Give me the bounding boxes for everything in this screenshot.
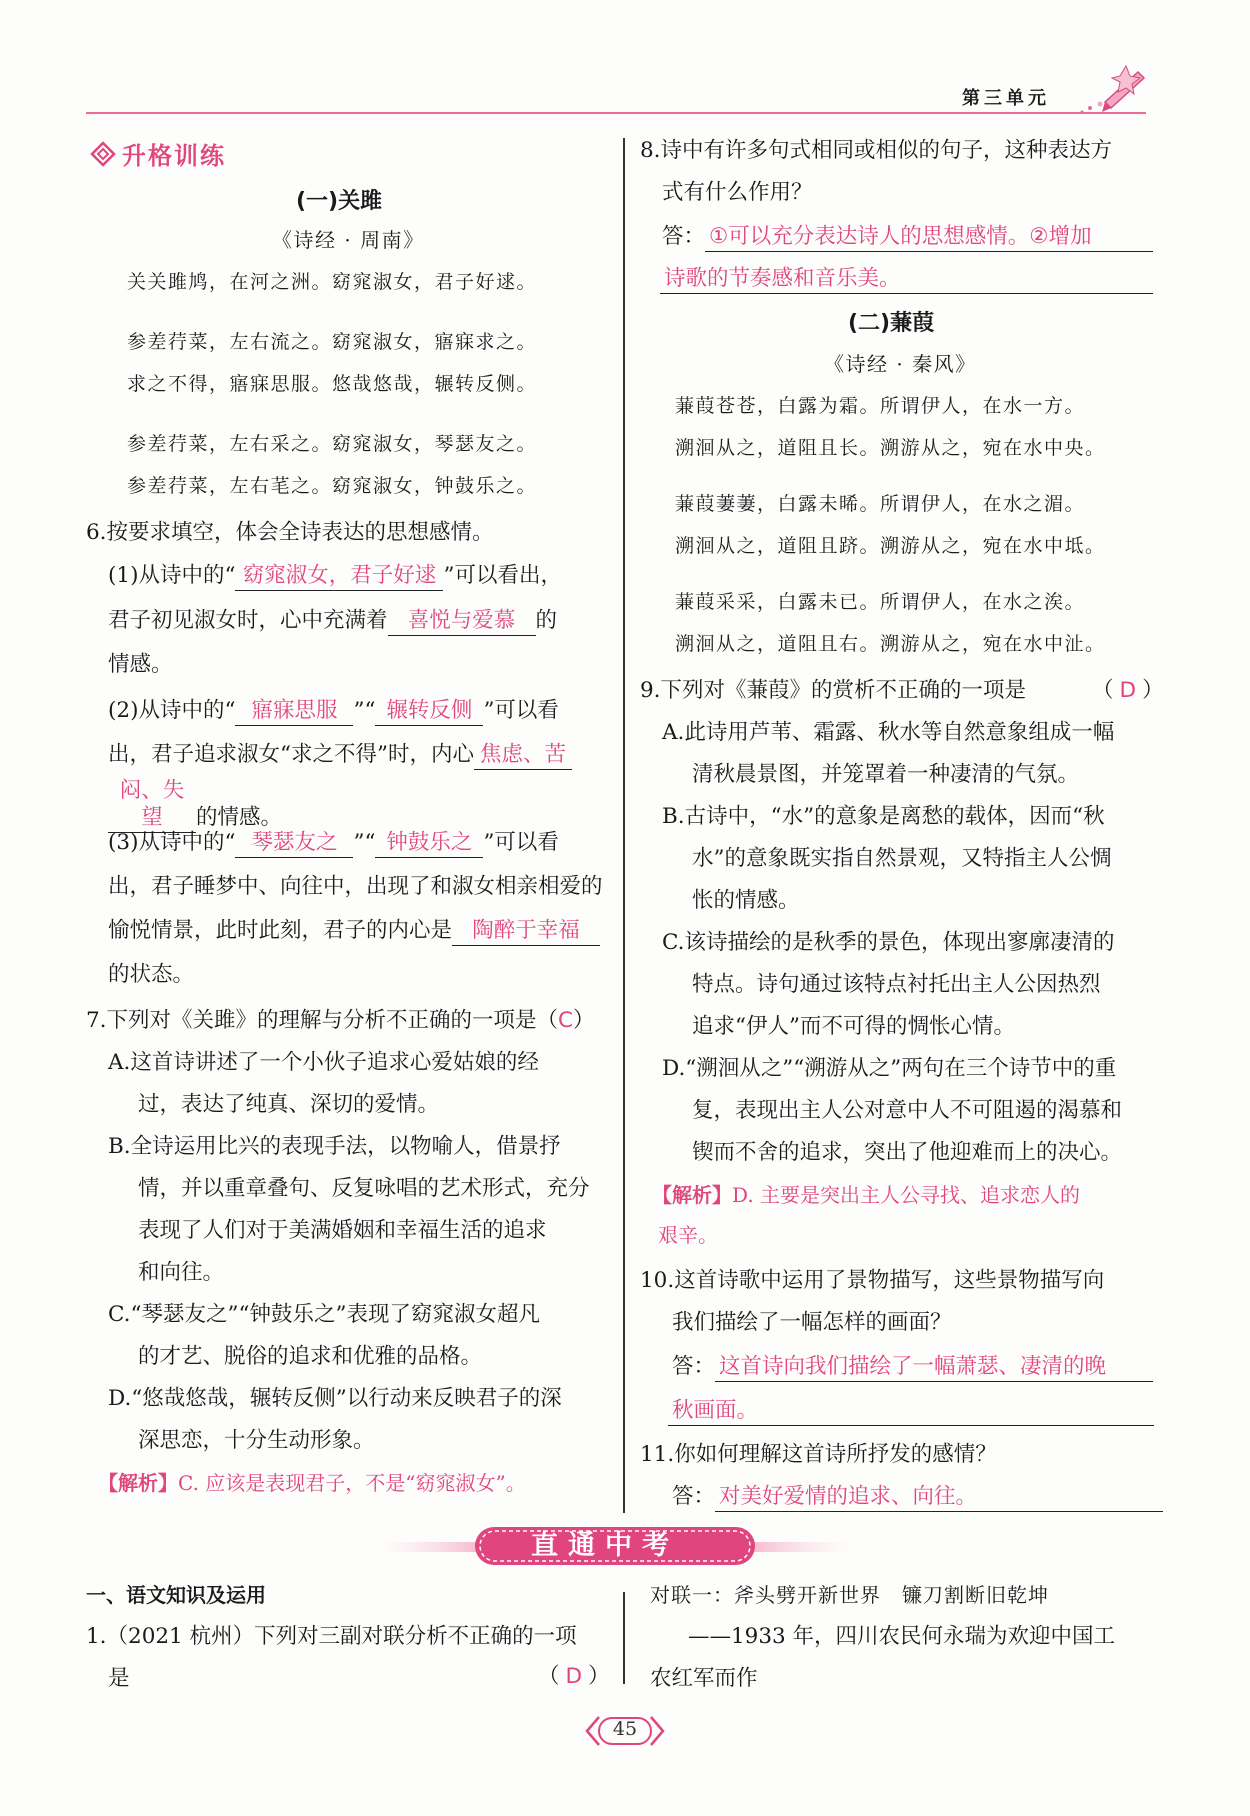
page-number: 45 <box>612 1718 638 1740</box>
poem2-line: 蒹葭采采，白露未已。所谓伊人，在水之涘。 <box>675 591 1086 613</box>
q6-part2-line2 <box>108 734 572 776</box>
text: ”可以看 <box>483 830 559 855</box>
q7-option-b[interactable]: B.全诗运用比兴的表现手法，以物喻人，借景抒 <box>108 1134 561 1159</box>
text: ） <box>588 1664 610 1689</box>
answer-blank[interactable]: 焦虑、苦 <box>474 742 572 770</box>
q8-answer-line1 <box>662 216 1153 258</box>
q9-option-d[interactable]: D.“溯洄从之”“溯游从之”两句在三个诗节中的重 <box>662 1056 1117 1081</box>
q10-answer-line1 <box>672 1346 1153 1388</box>
answer-label: 答： <box>662 224 706 249</box>
q9-analysis-cont: 艰辛。 <box>658 1223 718 1247</box>
q9-answer-paren <box>1092 670 1164 712</box>
q9-option-c-cont: 特点。诗句通过该特点衬托出主人公因热烈 <box>692 972 1101 997</box>
q6-part1-line3: 情感。 <box>108 652 173 677</box>
q9-option-b[interactable]: B.古诗中，“水”的意象是离愁的载体，因而“秋 <box>662 804 1105 829</box>
q7-option-c[interactable]: C.“琴瑟友之”“钟鼓乐之”表现了窈窕淑女超凡 <box>108 1302 540 1327</box>
q7-option-d[interactable]: D.“悠哉悠哉，辗转反侧”以行动来反映君子的深 <box>108 1386 562 1411</box>
q6-part3-line2: 出，君子睡梦中、向往中，出现了和淑女相亲相爱的 <box>108 874 603 899</box>
text: (2)从诗中的“ <box>108 698 236 723</box>
text: ） <box>1142 678 1164 703</box>
text: 愉悦情景，此时此刻，君子的内心是 <box>108 918 453 943</box>
answer-blank[interactable]: 秋画面。 <box>668 1398 1154 1426</box>
q7-option-d-cont: 深思恋，十分生动形象。 <box>138 1428 375 1453</box>
q9-option-b-cont: 怅的情感。 <box>692 888 800 913</box>
q6-part3-line3 <box>108 910 600 952</box>
text: 君子初见淑女时，心中充满着 <box>108 608 388 633</box>
diamond-icon <box>90 141 116 167</box>
q7-option-b-cont: 情，并以重章叠句、反复咏唱的艺术形式，充分 <box>138 1176 590 1201</box>
text: ） <box>573 1008 595 1033</box>
answer-blank[interactable]: 闷、失望 <box>108 778 196 833</box>
answer-blank[interactable]: 琴瑟友之 <box>235 830 353 858</box>
poem1-title: (一)关雎 <box>296 189 383 214</box>
q9-option-d-cont: 复，表现出主人公对意中人不可阻遏的渴慕和 <box>692 1098 1123 1123</box>
q11-stem: 11.你如何理解这首诗所抒发的感情？ <box>640 1442 997 1467</box>
q7-option-b-cont: 表现了人们对于美满婚姻和幸福生活的追求 <box>138 1218 547 1243</box>
analysis-text: C. 应该是表现君子，不是“窈窕淑女”。 <box>178 1471 526 1495</box>
q7-option-b-cont: 和向往。 <box>138 1260 225 1285</box>
q7-option-a[interactable]: A.这首诗讲述了一个小伙子追求心爱姑娘的经 <box>108 1050 539 1075</box>
q9-option-d-cont: 锲而不舍的追求，突出了他迎难而上的决心。 <box>692 1140 1123 1165</box>
poem2-line: 溯洄从之，道阻且跻。溯游从之，宛在水中坻。 <box>675 535 1106 557</box>
answer-blank[interactable]: 诗歌的节奏感和音乐美。 <box>660 266 1153 294</box>
q9-analysis <box>652 1174 1080 1216</box>
text: (3)从诗中的“ <box>108 830 236 855</box>
q6-part1-line2 <box>108 600 557 642</box>
bottom-heading: 一、语文知识及运用 <box>86 1583 266 1607</box>
q6-part2-line1 <box>108 690 559 732</box>
q8-answer-line2 <box>660 258 1153 300</box>
couplet-note-cont: 农红军而作 <box>650 1666 758 1691</box>
section-title-text: 升格训练 <box>122 142 226 170</box>
banner-title: 直通中考 <box>531 1530 679 1561</box>
poem2-source: 《诗经 · 秦风》 <box>824 352 977 376</box>
q9-option-a[interactable]: A.此诗用芦苇、霜露、秋水等自然意象组成一幅 <box>662 720 1115 745</box>
poem1-line: 参差荇菜，左右芼之。窈窕淑女，钟鼓乐之。 <box>127 475 538 497</box>
q8-stem-cont: 式有什么作用？ <box>662 180 813 205</box>
text: ”“ <box>353 698 376 723</box>
text: （ <box>538 1664 560 1689</box>
q9-option-c-cont: 追求“伊人”而不可得的惆怅心情。 <box>692 1014 1015 1039</box>
answer-blank[interactable]: 这首诗向我们描绘了一幅萧瑟、凄清的晚 <box>715 1354 1153 1382</box>
q9-answer[interactable]: D <box>1119 678 1137 703</box>
poem2-line: 蒹葭萋萋，白露未晞。所谓伊人，在水之湄。 <box>675 493 1086 515</box>
q6-part3-line4: 的状态。 <box>108 962 195 987</box>
q10-stem: 10.这首诗歌中运用了景物描写，这些景物描写向 <box>640 1268 1105 1293</box>
q10-stem-cont: 我们描绘了一幅怎样的画面？ <box>672 1310 952 1335</box>
text: ”可以看出， <box>443 563 562 588</box>
analysis-tag: 【解析】 <box>98 1471 178 1495</box>
poem1-line: 参差荇菜，左右流之。窈窕淑女，寤寐求之。 <box>127 331 538 353</box>
poem1-line: 参差荇菜，左右采之。窈窕淑女，琴瑟友之。 <box>127 433 538 455</box>
poem1-line: 关关雎鸠，在河之洲。窈窕淑女，君子好逑。 <box>127 271 538 293</box>
poem2-line: 蒹葭苍苍，白露为霜。所谓伊人，在水一方。 <box>675 395 1086 417</box>
poem2-title: (二)蒹葭 <box>848 311 935 336</box>
q6-stem: 6.按要求填空，体会全诗表达的思想感情。 <box>86 520 494 545</box>
answer-label: 答： <box>672 1354 716 1379</box>
text: 出，君子追求淑女“求之不得”时，内心 <box>108 742 474 767</box>
bottom-q1-answer-paren <box>538 1656 610 1698</box>
bottom-q1-cont: 是 <box>108 1666 130 1691</box>
poem2-line: 溯洄从之，道阻且右。溯游从之，宛在水中沚。 <box>675 633 1106 655</box>
pen-decoration-icon <box>1060 62 1150 122</box>
bottom-q1: 1.（2021 杭州）下列对三副对联分析不正确的一项 <box>86 1624 577 1649</box>
q6-part3-line1 <box>108 822 559 864</box>
answer-blank[interactable]: 喜悦与爱慕 <box>388 608 536 636</box>
q8-stem: 8.诗中有许多句式相同或相似的句子，这种表达方 <box>640 138 1113 163</box>
answer-blank[interactable]: 陶醉于幸福 <box>452 918 600 946</box>
q6-part1-line1 <box>108 555 562 597</box>
text: ”“ <box>353 830 376 855</box>
poem1-line: 求之不得，寤寐思服。悠哉悠哉，辗转反侧。 <box>127 373 538 395</box>
analysis-text: D. 主要是突出主人公寻找、追求恋人的 <box>732 1183 1081 1207</box>
q7-analysis <box>98 1462 526 1504</box>
q7-option-c-cont: 的才艺、脱俗的追求和优雅的品格。 <box>138 1344 483 1369</box>
section-title <box>90 136 226 171</box>
text: 的 <box>535 608 558 633</box>
q9-option-c[interactable]: C.该诗描绘的是秋季的景色，体现出寥廓凄清的 <box>662 930 1115 955</box>
text: (1)从诗中的“ <box>108 563 236 588</box>
text: （ <box>1092 678 1114 703</box>
q10-answer-line2 <box>668 1390 1154 1432</box>
couplet-note: ——1933 年，四川农民何永瑞为欢迎中国工 <box>688 1624 1116 1649</box>
couplet: 对联一：斧头劈开新世界 镰刀割断旧乾坤 <box>650 1583 1049 1607</box>
answer-blank[interactable]: 钟鼓乐之 <box>375 830 483 858</box>
text: ”可以看 <box>483 698 559 723</box>
q9-option-b-cont: 水”的意象既实指自然景观，又特指主人公惆 <box>692 846 1112 871</box>
text: 的情感。 <box>196 804 283 830</box>
answer-label: 答： <box>672 1484 716 1509</box>
q7-stem <box>86 1000 595 1042</box>
q9-option-a-cont: 清秋晨景图，并笼罩着一种凄清的气氛。 <box>692 762 1080 787</box>
analysis-tag: 【解析】 <box>652 1183 732 1207</box>
answer-blank[interactable]: 对美好爱情的追求、向往。 <box>715 1484 1163 1512</box>
header-rule <box>86 112 1146 114</box>
answer-blank[interactable]: 辗转反侧 <box>375 698 483 726</box>
unit-label: 第三单元 <box>962 88 1050 109</box>
text: 7.下列对《关雎》的理解与分析不正确的一项是（ <box>86 1008 559 1033</box>
poem1-source: 《诗经 · 周南》 <box>272 228 425 252</box>
answer-blank[interactable]: 窈窕淑女，君子好逑 <box>235 563 443 591</box>
column-divider <box>623 138 625 1513</box>
bottom-q1-answer[interactable]: D <box>565 1664 583 1689</box>
q9-stem: 9.下列对《蒹葭》的赏析不正确的一项是 <box>640 678 1027 703</box>
answer-blank[interactable]: 寤寐思服 <box>235 698 353 726</box>
poem2-line: 溯洄从之，道阻且长。溯游从之，宛在水中央。 <box>675 437 1106 459</box>
q11-answer-line <box>672 1476 1163 1518</box>
column-divider-bottom <box>623 1592 625 1684</box>
q7-option-a-cont: 过，表达了纯真、深切的爱情。 <box>138 1092 440 1117</box>
answer-blank[interactable]: ①可以充分表达诗人的思想感情。②增加 <box>705 224 1153 252</box>
q7-answer[interactable]: C <box>558 1008 574 1033</box>
